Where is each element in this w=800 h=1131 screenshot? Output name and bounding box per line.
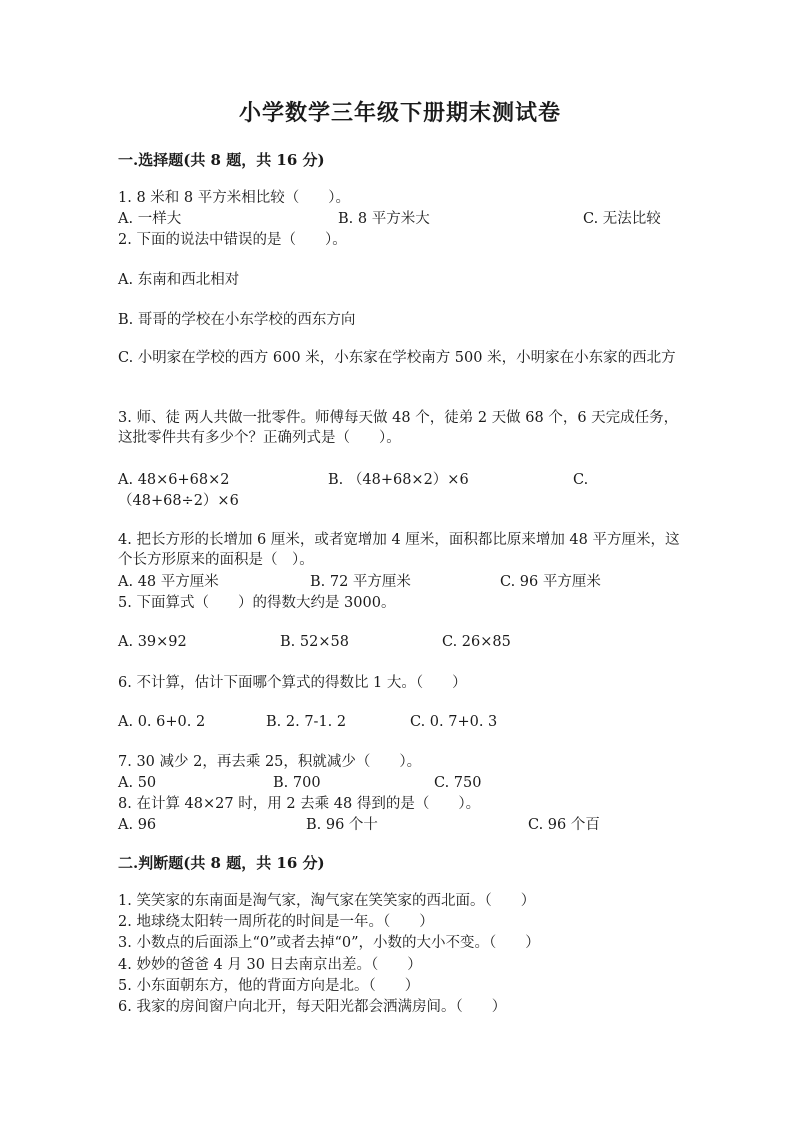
question-4-option-b[interactable]: B. 72 平方厘米 — [310, 574, 411, 590]
question-8-option-b[interactable]: B. 96 个十 — [306, 817, 378, 833]
question-3-option-b[interactable]: B. （48+68×2）×6 — [328, 472, 469, 488]
judge-item-3[interactable]: 3. 小数点的后面添上“0”或者去掉“0”，小数的大小不变。（ ） — [118, 935, 540, 951]
judge-item-4[interactable]: 4. 妙妙的爸爸 4 月 30 日去南京出差。（ ） — [118, 957, 422, 973]
question-2-option-a[interactable]: A. 东南和西北相对 — [118, 272, 240, 288]
question-1-option-c[interactable]: C. 无法比较 — [583, 211, 661, 227]
question-8-option-a[interactable]: A. 96 — [118, 817, 157, 833]
question-5-options — [118, 632, 682, 652]
question-3-stem: 3. 师、徒 两人共做一批零件。师傅每天做 48 个，徒弟 2 天做 68 个，6 天完成任务，这批零件共有多少个？正确列式是（ ）。 — [118, 410, 679, 446]
question-5-option-b[interactable]: B. 52×58 — [280, 634, 349, 650]
question-6-options — [118, 712, 682, 732]
question-1-option-b[interactable]: B. 8 平方米大 — [338, 211, 430, 227]
question-7-option-c[interactable]: C. 750 — [434, 775, 482, 791]
question-4-stem: 4. 把长方形的长增加 6 厘米，或者宽增加 4 厘米，面积都比原来增加 48 平方厘米，这个长方形原来的面积是（ ）。 — [118, 532, 680, 568]
question-7-options — [118, 773, 682, 793]
question-1-options — [118, 209, 682, 229]
question-4-options — [118, 572, 682, 592]
judge-item-2[interactable]: 2. 地球绕太阳转一周所花的时间是一年。（ ） — [118, 914, 434, 930]
question-8-options — [118, 815, 682, 835]
question-8-option-c[interactable]: C. 96 个百 — [528, 817, 600, 833]
judge-item-6[interactable]: 6. 我家的房间窗户向北开，每天阳光都会洒满房间。（ ） — [118, 999, 507, 1015]
question-7-option-a[interactable]: A. 50 — [118, 775, 157, 791]
question-6-stem: 6. 不计算，估计下面哪个算式的得数比 1 大。（ ） — [118, 675, 467, 691]
page-title: 小学数学三年级下册期末测试卷 — [238, 100, 561, 126]
question-5-option-a[interactable]: A. 39×92 — [118, 634, 187, 650]
judge-item-1[interactable]: 1. 笑笑家的东南面是淘气家，淘气家在笑笑家的西北面。（ ） — [118, 893, 536, 909]
question-7-stem: 7. 30 减少 2，再去乘 25，积就减少（ ）。 — [118, 754, 422, 770]
question-4-option-c[interactable]: C. 96 平方厘米 — [500, 574, 601, 590]
section-heading-judge: 二.判断题(共 8 题，共 16 分) — [118, 854, 325, 872]
question-4-option-a[interactable]: A. 48 平方厘米 — [118, 574, 219, 590]
question-6-option-a[interactable]: A. 0. 6+0. 2 — [118, 714, 206, 730]
question-5-option-c[interactable]: C. 26×85 — [442, 634, 511, 650]
question-7-option-b[interactable]: B. 700 — [273, 775, 321, 791]
question-3-option-a[interactable]: A. 48×6+68×2 — [118, 472, 230, 488]
question-6-option-b[interactable]: B. 2. 7-1. 2 — [266, 714, 347, 730]
judge-item-5[interactable]: 5. 小东面朝东方，他的背面方向是北。（ ） — [118, 978, 420, 994]
question-3-option-c[interactable]: C. — [573, 472, 589, 488]
question-1-option-a[interactable]: A. 一样大 — [118, 211, 182, 227]
section-heading-choice: 一.选择题(共 8 题，共 16 分) — [118, 151, 325, 169]
question-6-option-c[interactable]: C. 0. 7+0. 3 — [410, 714, 498, 730]
question-2-stem: 2. 下面的说法中错误的是（ ）。 — [118, 232, 347, 248]
question-2-option-c[interactable]: C. 小明家在学校的西方 600 米，小东家在学校南方 500 米，小明家在小东家的西北方 — [118, 350, 676, 366]
question-8-stem: 8. 在计算 48×27 时，用 2 去乘 48 得到的是（ ）。 — [118, 796, 481, 812]
question-3-options — [118, 470, 682, 490]
question-3-option-c-expression: （48+68÷2）×6 — [118, 493, 239, 509]
question-2-option-b[interactable]: B. 哥哥的学校在小东学校的西东方向 — [118, 312, 356, 328]
question-5-stem: 5. 下面算式（ ）的得数大约是 3000。 — [118, 595, 396, 611]
question-1-stem: 1. 8 米和 8 平方米相比较（ ）。 — [118, 190, 350, 206]
